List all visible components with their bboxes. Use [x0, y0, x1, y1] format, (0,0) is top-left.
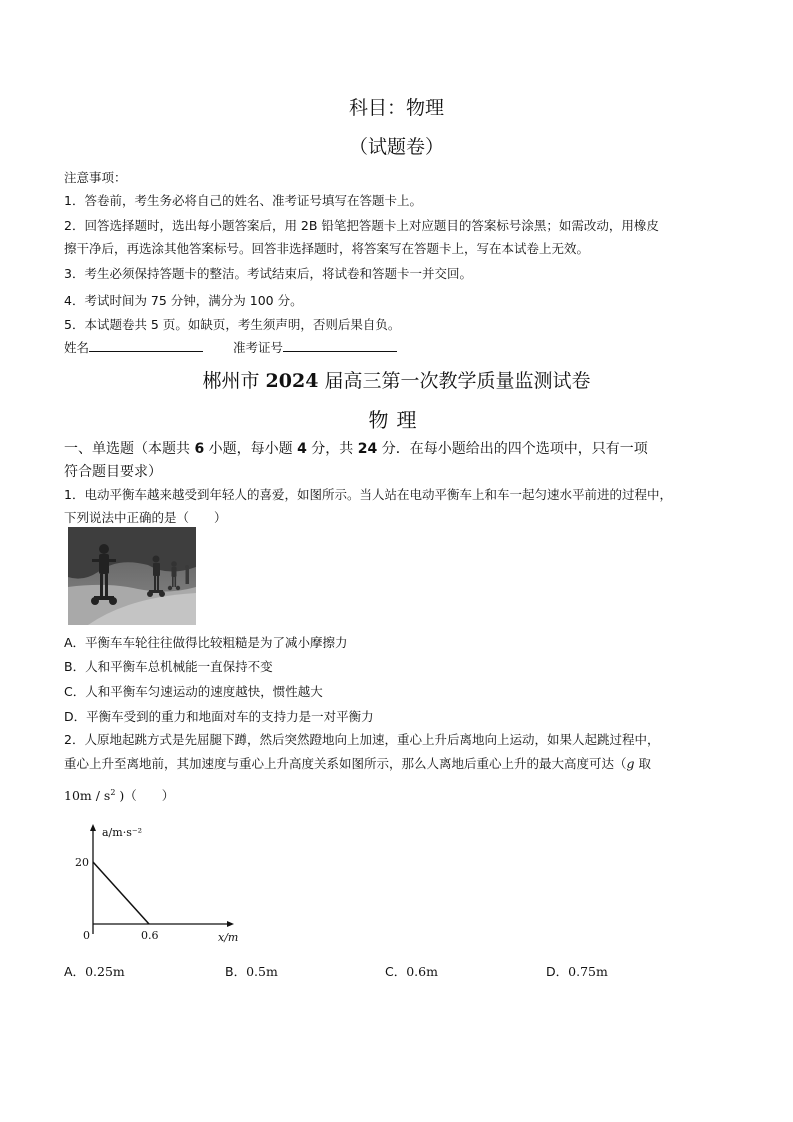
x-axis-arrow	[227, 921, 234, 927]
id-blank[interactable]	[283, 339, 397, 352]
q2-option-c-letter: C．	[385, 964, 407, 979]
x-axis-label: x/m	[218, 931, 239, 944]
q2-stem-line3-end: )（ ）	[115, 788, 175, 803]
q2-gravity-exponent: 2	[110, 787, 116, 797]
q2-option-c-value: 0.6m	[406, 964, 438, 979]
q2-option-c[interactable]	[385, 962, 438, 980]
exam-title	[0, 366, 793, 393]
q2-option-b-value: 0.5m	[246, 964, 278, 979]
q2-stem-line2-text: 重心上升至离地前，其加速度与重心上升高度关系如图所示，那么人离地后重心上升的最大高度可达（	[64, 756, 627, 771]
acceleration-height-graph	[72, 820, 252, 950]
y-axis-label	[102, 826, 142, 839]
exam-subject: 物理	[368, 408, 425, 432]
q1-option-a[interactable]: A．平衡车车轮往往做得比较粗糙是为了减小摩擦力	[64, 635, 348, 650]
q2-option-a-value: 0.25m	[85, 964, 125, 979]
q2-option-b[interactable]	[225, 962, 278, 980]
section-text-c: 小题，每小题	[204, 441, 298, 457]
q2-stem-line2-end: 取	[634, 756, 652, 771]
exam-title-year: 2024	[265, 370, 319, 392]
y-axis-label-text: a/m·s⁻²	[102, 826, 143, 839]
section-text-e: 分，共	[306, 441, 358, 457]
note-item-2-cont: 擦干净后，再选涂其他答案标号。回答非选择题时，将答案写在答题卡上，写在本试卷上无效。	[64, 241, 590, 256]
paper-type: （试题卷）	[348, 136, 444, 158]
q2-stem-line3	[64, 786, 174, 804]
q1-option-c[interactable]: C．人和平衡车匀速运动的速度越快，惯性越大	[64, 684, 323, 699]
q2-gravity-symbol: g	[626, 756, 635, 771]
candidate-info-row	[64, 338, 397, 356]
note-item-3: 3．考生必须保持答题卡的整洁。考试结束后，将试卷和答题卡一并交回。	[64, 266, 472, 281]
exam-title-rest: 届高三第一次教学质量监测试卷	[318, 370, 591, 392]
q2-option-b-letter: B．	[225, 964, 247, 979]
notes-title: 注意事项：	[64, 170, 127, 185]
q1-stem-line1: 1．电动平衡车越来越受到年轻人的喜爱，如图所示。当人站在电动平衡车上和车一起匀速水平前进的过程中，	[64, 487, 672, 502]
section-points-total: 24	[357, 441, 378, 457]
q1-stem-line2: 下列说法中正确的是（ ）	[64, 510, 227, 525]
note-item-5: 5．本试题卷共 5 页。如缺页，考生须声明，否则后果自负。	[64, 317, 401, 332]
q2-stem-line1: 2．人原地起跳方式是先屈腿下蹲，然后突然蹬地向上加速，重心上升后离地向上运动，如果人起跳过程中，	[64, 732, 660, 747]
note-item-4: 4．考试时间为 75 分钟，满分为 100 分。	[64, 293, 303, 308]
section-text-a: 一、单选题（本题共	[64, 441, 195, 457]
q1-option-d[interactable]: D．平衡车受到的重力和地面对车的支持力是一对平衡力	[64, 709, 374, 724]
q2-option-d[interactable]	[546, 962, 608, 980]
y-tick-label: 20	[75, 856, 89, 869]
series-line	[93, 862, 149, 924]
name-label: 姓名	[64, 340, 90, 355]
section-text-g: 分．在每小题给出的四个选项中，只有一项	[377, 441, 648, 457]
id-label: 准考证号	[232, 340, 283, 355]
q2-option-a-letter: A．	[64, 964, 86, 979]
exam-title-city: 郴州市	[202, 370, 266, 392]
section-heading	[64, 438, 648, 458]
q2-option-a[interactable]	[64, 962, 125, 980]
q1-option-b[interactable]: B．人和平衡车总机械能一直保持不变	[64, 659, 273, 674]
origin-label: 0	[83, 929, 90, 942]
q2-gravity-value: 10m / s	[64, 788, 111, 803]
balance-scooter-photo	[68, 527, 196, 625]
section-count: 6	[194, 441, 205, 457]
q2-option-d-letter: D．	[546, 964, 569, 979]
q2-option-d-value: 0.75m	[568, 964, 608, 979]
q2-stem-line2	[64, 754, 651, 772]
name-blank[interactable]	[89, 339, 203, 352]
section-points-each: 4	[297, 441, 307, 457]
subject-title: 科目：物理	[348, 97, 444, 119]
x-tick-label: 0.6	[141, 929, 159, 942]
y-axis-arrow	[90, 824, 96, 831]
section-heading-cont: 符合题目要求）	[64, 464, 162, 480]
note-item-1: 1．答卷前，考生务必将自己的姓名、准考证号填写在答题卡上。	[64, 193, 422, 208]
note-item-2: 2．回答选择题时，选出每小题答案后，用 2B 铅笔把答题卡上对应题目的答案标号涂黑；如需改动，用橡皮	[64, 218, 659, 233]
